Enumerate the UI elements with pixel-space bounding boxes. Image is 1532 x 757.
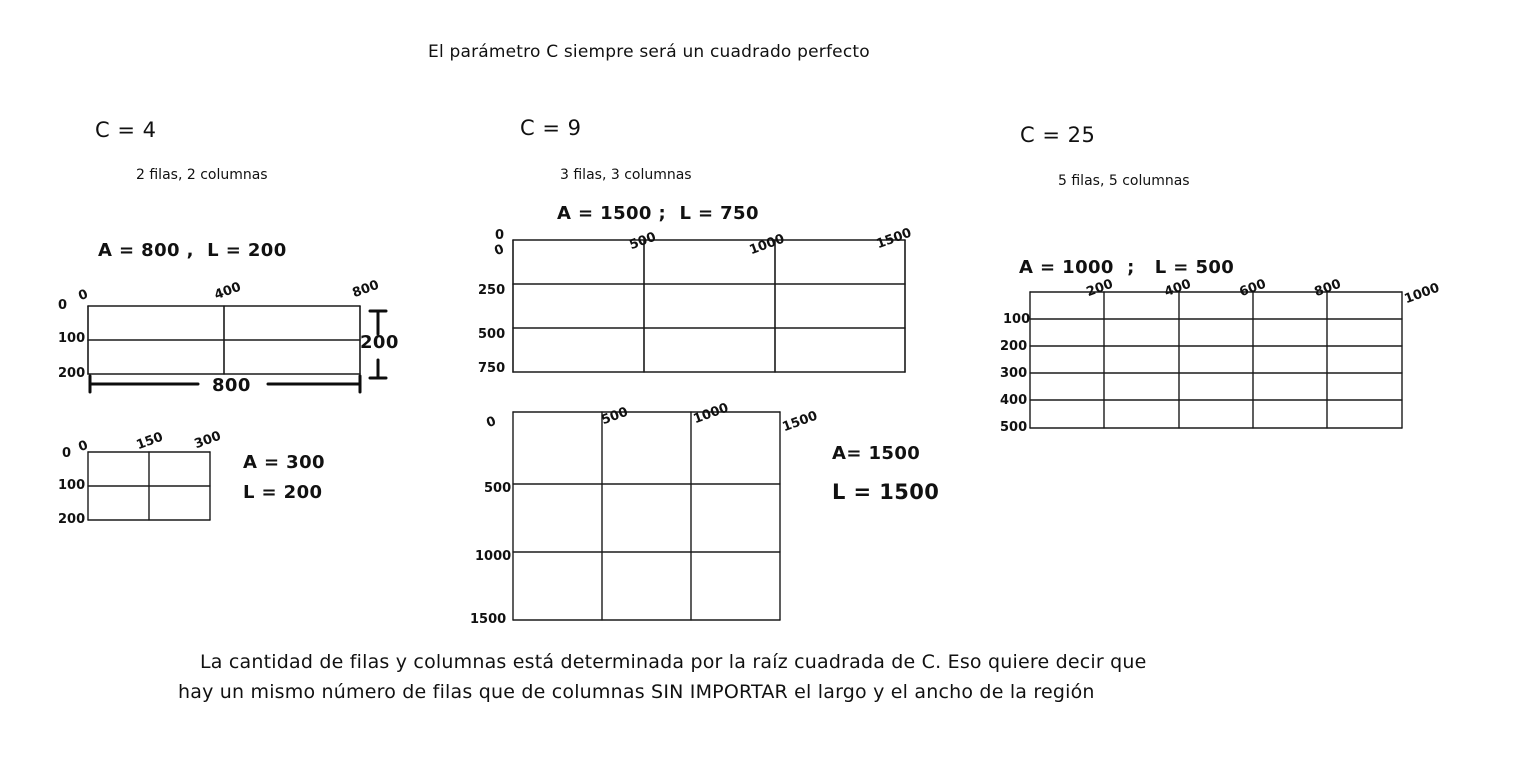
xtick-c25-1-2: 400 <box>1162 276 1194 301</box>
footer-line-2: hay un mismo número de filas que de columnas SIN IMPORTAR el largo y el ancho de la región <box>178 681 1095 703</box>
annotation-c9-grid-2-line1: A= 1500 <box>832 443 921 464</box>
xtick-c9-1-0: 0 <box>492 241 507 260</box>
xtick-c4-1-2: 800 <box>350 277 382 302</box>
xtick-c25-1-4: 800 <box>1312 276 1344 301</box>
xtick-c4-2-0: 0 <box>76 437 91 456</box>
case-sublabel-c9: 3 filas, 3 columnas <box>560 167 692 183</box>
ytick-c9-2-3: 1500 <box>470 612 507 627</box>
page-title: El parámetro C siempre será un cuadrado perfecto <box>428 42 870 62</box>
case-label-c25: C = 25 <box>1020 123 1096 147</box>
ytick-c9-1-1: 250 <box>478 283 506 298</box>
ytick-c9-1-0: 0 <box>495 228 505 243</box>
annotation-c25-grid-1: A = 1000 ; L = 500 <box>1019 257 1235 278</box>
footer-line-1: La cantidad de filas y columnas está determinada por la raíz cuadrada de C. Eso quiere decir que <box>200 651 1147 673</box>
ytick-c25-1-4: 400 <box>1000 393 1028 408</box>
ytick-c4-1-2: 200 <box>58 366 86 381</box>
xtick-c4-2-2: 300 <box>192 428 224 453</box>
xtick-c25-1-5: 1000 <box>1402 280 1442 308</box>
ytick-c25-1-5: 500 <box>1000 420 1028 435</box>
ytick-c9-1-2: 500 <box>478 327 506 342</box>
xtick-c25-1-3: 600 <box>1237 276 1269 301</box>
xtick-c9-2-0: 0 <box>484 413 499 432</box>
xtick-c25-1-1: 200 <box>1084 276 1116 301</box>
annotation-c4-grid-2-line1: A = 300 <box>243 452 325 473</box>
xtick-c4-2-1: 150 <box>134 429 166 454</box>
grid-c9-2 <box>513 408 793 630</box>
ytick-c25-1-2: 200 <box>1000 339 1028 354</box>
case-label-c4: C = 4 <box>95 118 157 142</box>
annotation-c9-grid-2-line2: L = 1500 <box>832 480 940 504</box>
grid-c25-1 <box>1030 288 1415 438</box>
ytick-c4-1-0: 0 <box>58 298 68 313</box>
ytick-c9-1-3: 750 <box>478 361 506 376</box>
height-label-c4-1: 200 <box>360 332 399 353</box>
case-sublabel-c4: 2 filas, 2 columnas <box>136 167 268 183</box>
xtick-c9-2-1: 500 <box>599 404 631 429</box>
xtick-c9-2-2: 1000 <box>691 400 731 428</box>
xtick-c9-2-3: 1500 <box>780 408 820 436</box>
xtick-c9-1-3: 1500 <box>874 225 914 253</box>
ytick-c25-1-3: 300 <box>1000 366 1028 381</box>
annotation-c9-grid-1: A = 1500 ; L = 750 <box>557 203 759 224</box>
ytick-c4-2-0: 0 <box>62 446 72 461</box>
ytick-c9-2-2: 1000 <box>475 549 512 564</box>
ytick-c4-1-1: 100 <box>58 331 86 346</box>
case-label-c9: C = 9 <box>520 116 582 140</box>
xtick-c9-1-2: 1000 <box>747 231 787 259</box>
xtick-c4-1-0: 0 <box>76 286 91 305</box>
grid-c9-1 <box>513 236 913 381</box>
grid-c4-2 <box>88 448 218 528</box>
ytick-c9-2-1: 500 <box>484 481 512 496</box>
xtick-c9-1-1: 500 <box>627 229 659 254</box>
ytick-c4-2-1: 100 <box>58 478 86 493</box>
annotation-c4-grid-2-line2: L = 200 <box>243 482 323 503</box>
ytick-c4-2-2: 200 <box>58 512 86 527</box>
annotation-c4-grid-1: A = 800 , L = 200 <box>98 240 287 261</box>
width-label-c4-1: 800 <box>212 375 251 396</box>
case-sublabel-c25: 5 filas, 5 columnas <box>1058 173 1190 189</box>
xtick-c4-1-1: 400 <box>212 279 244 304</box>
ytick-c25-1-1: 100 <box>1003 312 1031 327</box>
